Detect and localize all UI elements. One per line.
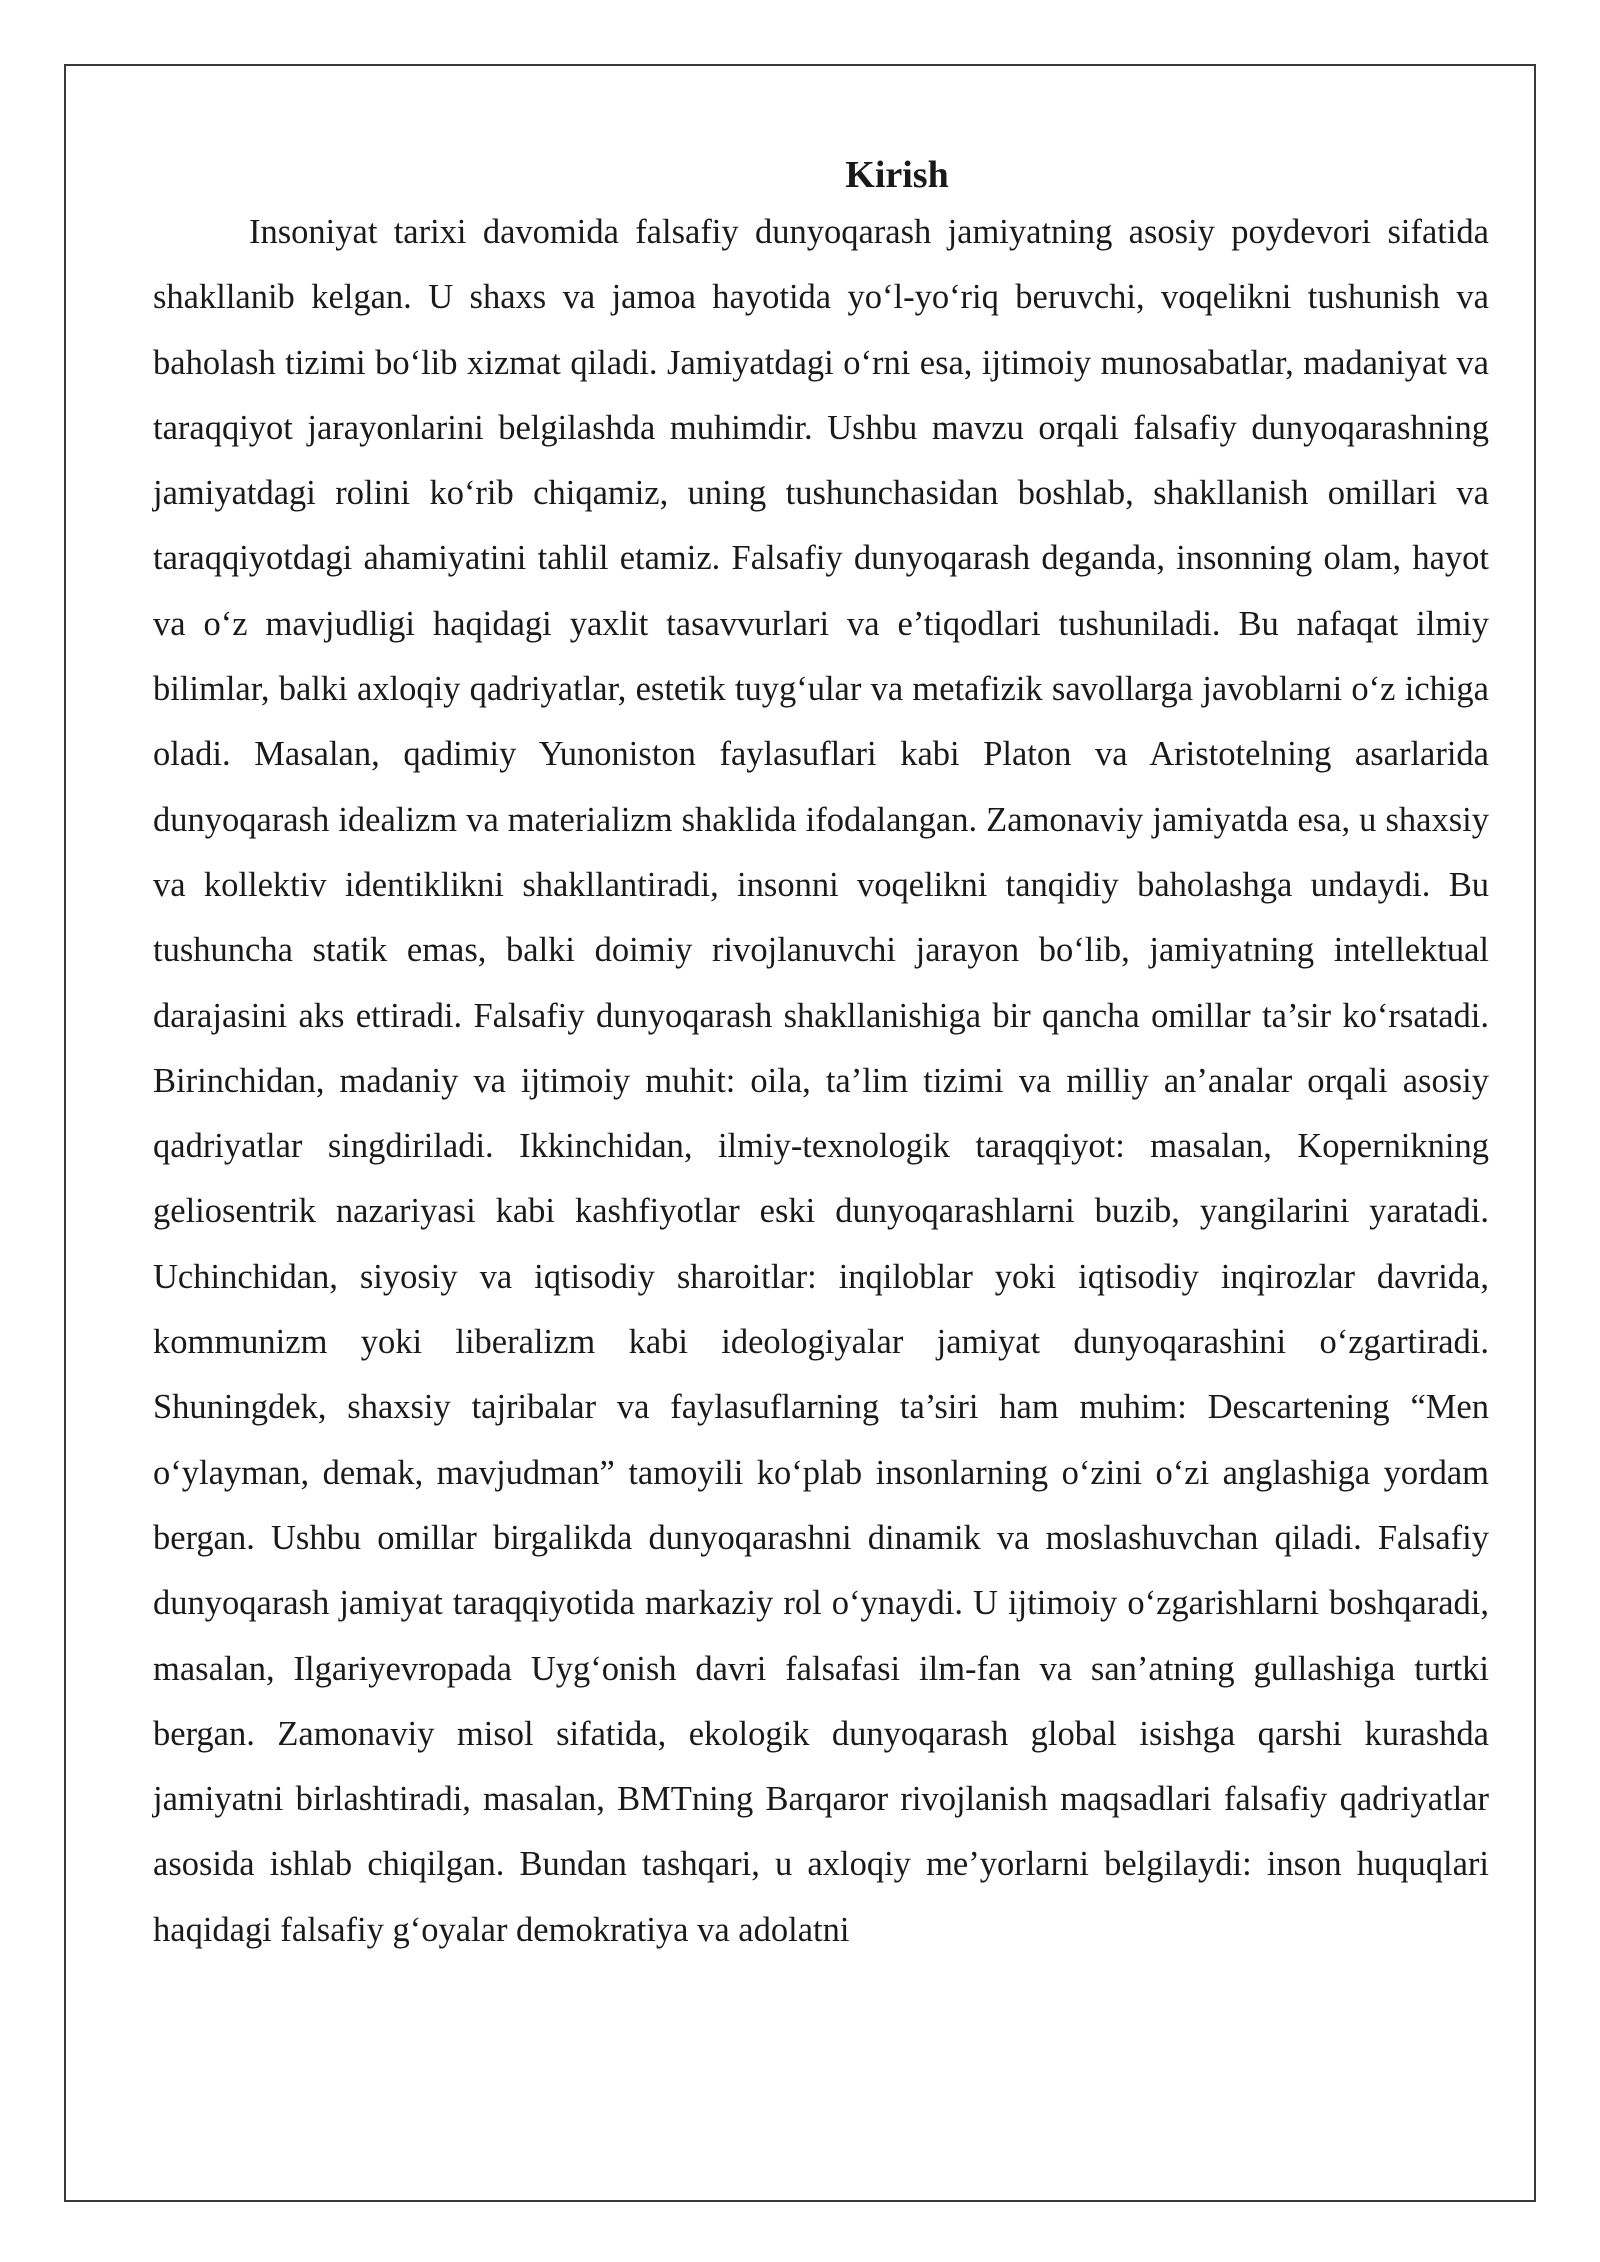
document-body xyxy=(153,150,1489,1963)
document-title: Kirish xyxy=(845,154,949,196)
body-paragraph: Insoniyat tarixi davomida falsafiy dunyoqarash jamiyatning asosiy poydevori sifatida shakllanib kelgan. U shaxs va jamoa hayotida yo‘l-yo‘riq beruvchi, voqelikni tushunish va baholash tizimi bo‘lib xizmat qiladi. Jamiyatdagi o‘rni esa, ijtimoiy munosabatlar, madaniyat va taraqqiyot jarayonlarini belgilashda muhimdir. Ushbu mavzu orqali falsafiy dunyoqarashning jamiyatdagi rolini ko‘rib chiqamiz, uning tushunchasidan boshlab, shakllanish omillari va taraqqiyotdagi ahamiyatini tahlil etamiz. Falsafiy dunyoqarash deganda, insonning olam, hayot va o‘z mavjudligi haqidagi yaxlit tasavvurlari va e’tiqodlari tushuniladi. Bu nafaqat ilmiy bilimlar, balki axloqiy qadriyatlar, estetik tuyg‘ular va metafizik savollarga javoblarni o‘z ichiga oladi. Masalan, qadimiy Yunoniston faylasuflari kabi Platon va Aristotelning asarlarida dunyoqarash idealizm va materializm shaklida ifodalangan. Zamonaviy jamiyatda esa, u shaxsiy va kollektiv identiklikni shakllantiradi, insonni voqelikni tanqidiy baholashga undaydi. Bu tushuncha statik emas, balki doimiy rivojlanuvchi jarayon bo‘lib, jamiyatning intellektual darajasini aks ettiradi. Falsafiy dunyoqarash shakllanishiga bir qancha omillar ta’sir ko‘rsatadi. Birinchidan, madaniy va ijtimoiy muhit: oila, ta’lim tizimi va milliy an’analar orqali asosiy qadriyatlar singdiriladi. Ikkinchidan, ilmiy-texnologik taraqqiyot: masalan, Kopernikning geliosentrik nazariyasi kabi kashfiyotlar eski dunyoqarashlarni buzib, yangilarini yaratadi. Uchinchidan, siyosiy va iqtisodiy sharoitlar: inqiloblar yoki iqtisodiy inqirozlar davrida, kommunizm yoki liberalizm kabi ideologiyalar jamiyat dunyoqarashini o‘zgartiradi. Shuningdek, shaxsiy tajribalar va faylasuflarning ta’siri ham muhim: Descartening “Men o‘ylayman, demak, mavjudman” tamoyili ko‘plab insonlarning o‘zini o‘zi anglashiga yordam bergan. Ushbu omillar birgalikda dunyoqarashni dinamik va moslashuvchan qiladi. Falsafiy dunyoqarash jamiyat taraqqiyotida markaziy rol o‘ynaydi. U ijtimoiy o‘zgarishlarni boshqaradi, masalan, Ilgariyevropada Uyg‘onish davri falsafasi ilm-fan va san’atning gullashiga turtki bergan. Zamonaviy misol sifatida, ekologik dunyoqarash global isishga qarshi kurashda jamiyatni birlashtiradi, masalan, BMTning Barqaror rivojlanish maqsadlari falsafiy qadriyatlar asosida ishlab chiqilgan. Bundan tashqari, u axloqiy me’yorlarni belgilaydi: inson huquqlari haqidagi falsafiy g‘oyalar demokratiya va adolatni xyxy=(153,213,1489,1949)
